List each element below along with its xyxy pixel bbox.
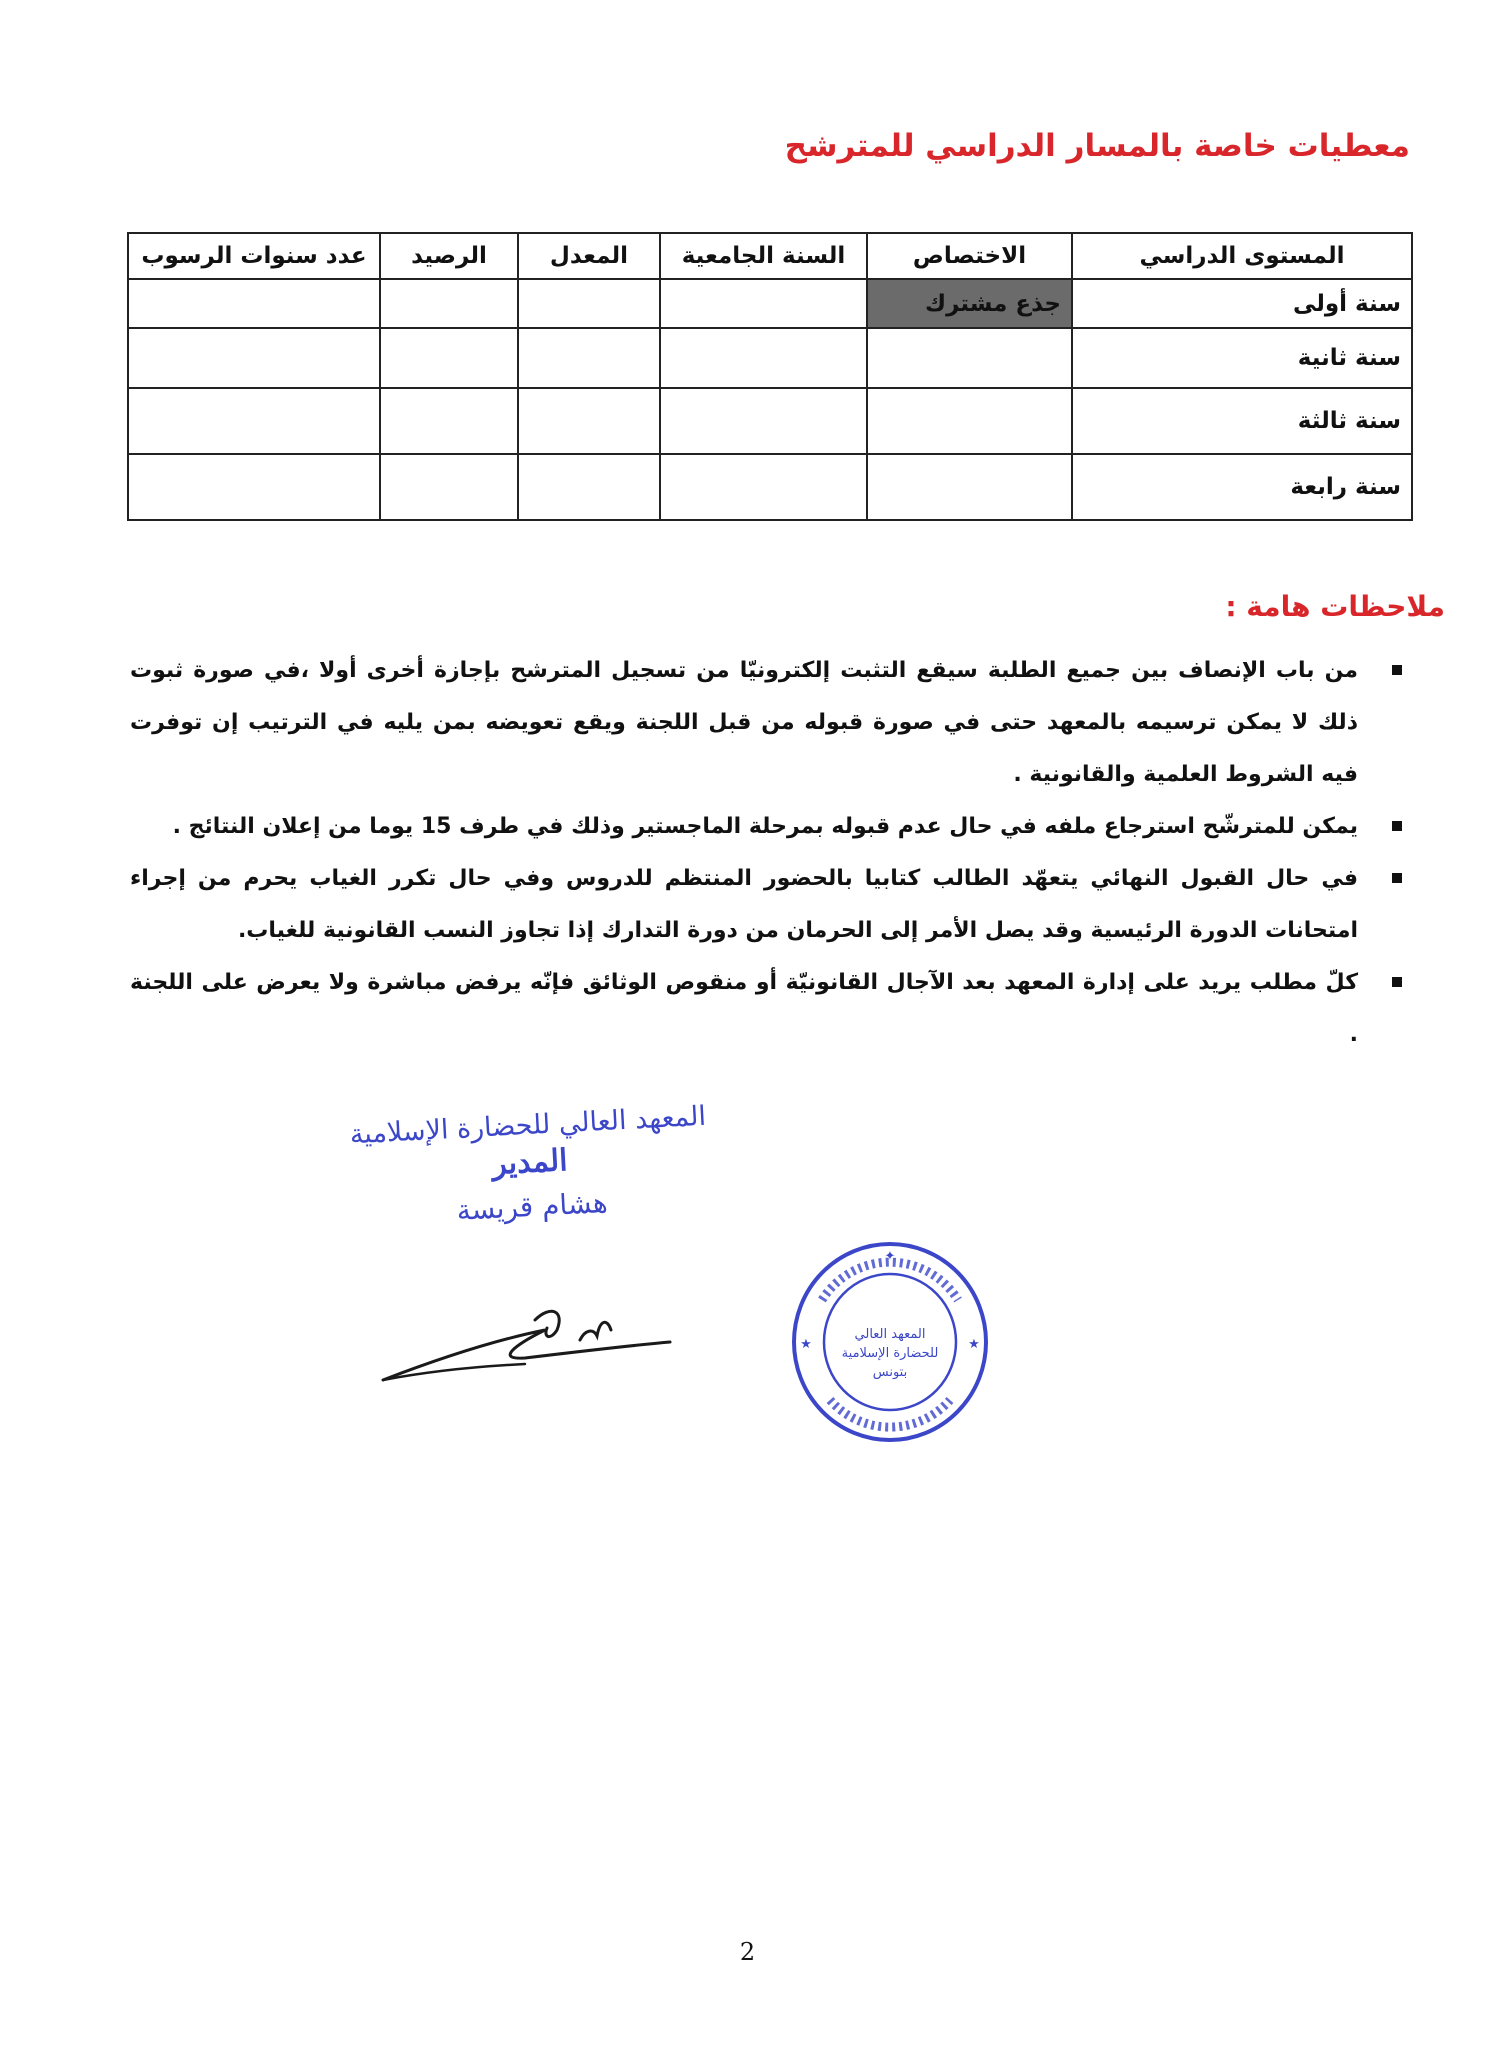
notes-list (130, 645, 1440, 1061)
header-failed-years: عدد سنوات الرسوب (128, 233, 380, 279)
cell-failed-years (128, 388, 380, 454)
note-text: من باب الإنصاف بين جميع الطلبة سيقع التثبت إلكترونيّا من تسجيل المترشح بإجازة أخرى أولا ،في صورة ثبوت ذلك لا يمكن ترسيمه بالمعهد حتى في صورة قبوله من قبل اللجنة ويقع تعويضه بمن يليه في الترتيب إن توفرت فيه الشروط العلمية والقانونية . (130, 658, 1358, 787)
header-academic-year: السنة الجامعية (660, 233, 867, 279)
cell-specialty: جذع مشترك (867, 279, 1072, 328)
cell-credits (380, 454, 518, 520)
cell-level: سنة رابعة (1072, 454, 1412, 520)
cell-failed-years (128, 454, 380, 520)
cell-failed-years (128, 328, 380, 388)
table-row (128, 388, 1412, 454)
seal-line: المعهد العالي (854, 1327, 926, 1342)
header-level: المستوى الدراسي (1072, 233, 1412, 279)
seal-line: للحضارة الإسلامية (841, 1346, 939, 1361)
table-header-row (128, 233, 1412, 279)
cell-academic-year (660, 328, 867, 388)
note-text: كلّ مطلب يريد على إدارة المعهد بعد الآجال القانونيّة أو منقوص الوثائق فإنّه يرفض مباشرة ولا يعرض على اللجنة . (130, 970, 1358, 1047)
cell-failed-years (128, 279, 380, 328)
cell-specialty (867, 328, 1072, 388)
square-bullet-icon (1392, 873, 1402, 883)
cell-credits (380, 388, 518, 454)
table-row (128, 328, 1412, 388)
cell-average (518, 454, 660, 520)
header-average: المعدل (518, 233, 660, 279)
list-item (130, 801, 1440, 853)
cell-average (518, 388, 660, 454)
seal-center-text (835, 1325, 945, 1382)
page-number: 2 (739, 1938, 756, 1966)
svg-text:★: ★ (800, 1337, 812, 1352)
official-seal (790, 1240, 990, 1445)
cell-specialty (867, 454, 1072, 520)
note-text: يمكن للمترشّح استرجاع ملفه في حال عدم قبوله بمرحلة الماجستير وذلك في طرف 15 يوما من إعلان النتائج . (172, 814, 1358, 839)
cell-credits (380, 279, 518, 328)
cell-level: سنة ثالثة (1072, 388, 1412, 454)
cell-academic-year (660, 454, 867, 520)
cell-average (518, 328, 660, 388)
handwritten-signature (375, 1300, 675, 1410)
director-stamp (317, 1099, 742, 1234)
cell-average (518, 279, 660, 328)
square-bullet-icon (1392, 821, 1402, 831)
cell-level: سنة أولى (1072, 279, 1412, 328)
list-item (130, 957, 1440, 1061)
cell-academic-year (660, 279, 867, 328)
table-row (128, 454, 1412, 520)
svg-text:✦: ✦ (884, 1249, 896, 1264)
stamp-institution: المعهد العالي للحضارة الإسلامية (348, 1100, 707, 1151)
square-bullet-icon (1392, 665, 1402, 675)
stamp-name: هشام قريسة (455, 1186, 609, 1227)
square-bullet-icon (1392, 977, 1402, 987)
cell-academic-year (660, 388, 867, 454)
academic-path-table (127, 232, 1413, 521)
notes-title: ملاحظات هامة : (1225, 590, 1445, 623)
list-item (130, 853, 1440, 957)
seal-line: بتونس (872, 1365, 908, 1380)
cell-specialty (867, 388, 1072, 454)
note-text: في حال القبول النهائي يتعهّد الطالب كتابيا بالحضور المنتظم للدروس وفي حال تكرر الغياب يحرم من إجراء امتحانات الدورة الرئيسية وقد يصل الأمر إلى الحرمان من دورة التدارك إذا تجاوز النسب القانونية للغياب. (130, 866, 1358, 943)
section-title: معطيات خاصة بالمسار الدراسي للمترشح (784, 128, 1410, 164)
cell-credits (380, 328, 518, 388)
svg-text:★: ★ (968, 1337, 980, 1352)
header-specialty: الاختصاص (867, 233, 1072, 279)
list-item (130, 645, 1440, 801)
cell-level: سنة ثانية (1072, 328, 1412, 388)
header-credits: الرصيد (380, 233, 518, 279)
stamp-role: المدير (491, 1143, 569, 1182)
table-row (128, 279, 1412, 328)
